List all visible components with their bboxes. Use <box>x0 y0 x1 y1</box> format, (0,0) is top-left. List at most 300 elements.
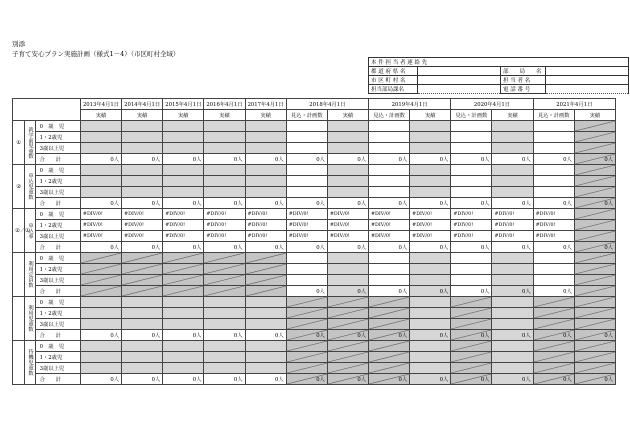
data-cell[interactable] <box>410 176 451 187</box>
data-cell[interactable] <box>122 187 163 198</box>
data-cell[interactable] <box>286 319 327 330</box>
data-cell-value[interactable]: 0人 <box>80 330 121 341</box>
data-cell[interactable] <box>163 176 204 187</box>
data-cell[interactable] <box>204 286 245 297</box>
data-cell-error[interactable]: #DIV/0! <box>533 220 574 231</box>
data-cell[interactable] <box>369 297 410 308</box>
data-cell[interactable] <box>80 308 121 319</box>
data-cell-value[interactable]: 0人 <box>369 286 410 297</box>
data-cell[interactable] <box>204 264 245 275</box>
data-cell-value[interactable]: 0人 <box>492 374 533 385</box>
data-cell[interactable] <box>369 121 410 132</box>
data-cell-value[interactable]: 0人 <box>369 154 410 165</box>
data-cell[interactable] <box>80 275 121 286</box>
data-cell[interactable] <box>451 187 492 198</box>
data-cell[interactable] <box>574 231 615 242</box>
data-cell-value[interactable]: 0人 <box>327 198 368 209</box>
data-cell[interactable] <box>204 275 245 286</box>
data-cell-value[interactable]: 0人 <box>492 330 533 341</box>
data-cell[interactable] <box>327 176 368 187</box>
data-cell[interactable] <box>122 165 163 176</box>
data-cell-value[interactable]: 0人 <box>327 330 368 341</box>
data-cell-value[interactable]: 0人 <box>80 242 121 253</box>
data-cell-value[interactable]: 0人 <box>163 374 204 385</box>
data-cell[interactable] <box>492 297 533 308</box>
data-cell-error[interactable]: #DIV/0! <box>80 209 121 220</box>
data-cell-error[interactable]: #DIV/0! <box>245 231 286 242</box>
data-cell-error[interactable]: #DIV/0! <box>451 220 492 231</box>
data-cell[interactable] <box>122 121 163 132</box>
data-cell[interactable] <box>163 286 204 297</box>
data-cell-error[interactable]: #DIV/0! <box>410 209 451 220</box>
data-cell[interactable] <box>533 352 574 363</box>
data-cell[interactable] <box>327 297 368 308</box>
data-cell[interactable] <box>574 286 615 297</box>
data-cell[interactable] <box>574 341 615 352</box>
data-cell[interactable] <box>245 143 286 154</box>
data-cell-value[interactable]: 0人 <box>492 198 533 209</box>
data-cell-value[interactable]: 0人 <box>574 374 615 385</box>
data-cell-error[interactable]: #DIV/0! <box>286 209 327 220</box>
data-cell-value[interactable]: 0人 <box>574 242 615 253</box>
data-cell-value[interactable]: 0人 <box>451 154 492 165</box>
data-cell[interactable] <box>533 253 574 264</box>
data-cell[interactable] <box>369 275 410 286</box>
data-cell[interactable] <box>369 363 410 374</box>
data-cell[interactable] <box>451 176 492 187</box>
data-cell[interactable] <box>122 275 163 286</box>
data-cell-error[interactable]: #DIV/0! <box>245 220 286 231</box>
data-cell[interactable] <box>122 286 163 297</box>
data-cell-value[interactable]: 0人 <box>286 330 327 341</box>
data-cell-error[interactable]: #DIV/0! <box>245 209 286 220</box>
data-cell[interactable] <box>80 143 121 154</box>
data-cell-error[interactable]: #DIV/0! <box>533 209 574 220</box>
data-cell-value[interactable]: 0人 <box>163 198 204 209</box>
data-cell[interactable] <box>492 132 533 143</box>
data-cell[interactable] <box>410 264 451 275</box>
data-cell[interactable] <box>492 264 533 275</box>
data-cell[interactable] <box>245 253 286 264</box>
data-cell[interactable] <box>533 341 574 352</box>
data-cell-value[interactable]: 0人 <box>122 198 163 209</box>
data-cell[interactable] <box>492 176 533 187</box>
data-cell[interactable] <box>492 363 533 374</box>
data-cell-error[interactable]: #DIV/0! <box>204 231 245 242</box>
data-cell[interactable] <box>410 253 451 264</box>
data-cell-value[interactable]: 0人 <box>533 330 574 341</box>
data-cell-value[interactable]: 0人 <box>122 154 163 165</box>
data-cell[interactable] <box>286 143 327 154</box>
data-cell[interactable] <box>327 308 368 319</box>
data-cell[interactable] <box>369 308 410 319</box>
data-cell[interactable] <box>80 253 121 264</box>
data-cell[interactable] <box>122 264 163 275</box>
data-cell-error[interactable]: #DIV/0! <box>122 220 163 231</box>
data-cell[interactable] <box>122 341 163 352</box>
data-cell[interactable] <box>533 176 574 187</box>
data-cell-value[interactable]: 0人 <box>369 374 410 385</box>
data-cell[interactable] <box>204 132 245 143</box>
data-cell[interactable] <box>122 143 163 154</box>
data-cell[interactable] <box>80 165 121 176</box>
data-cell[interactable] <box>122 132 163 143</box>
data-cell-value[interactable]: 0人 <box>492 286 533 297</box>
data-cell[interactable] <box>451 132 492 143</box>
data-cell-value[interactable]: 0人 <box>245 330 286 341</box>
data-cell-error[interactable]: #DIV/0! <box>410 231 451 242</box>
data-cell[interactable] <box>204 341 245 352</box>
data-cell[interactable] <box>245 165 286 176</box>
data-cell[interactable] <box>163 132 204 143</box>
data-cell[interactable] <box>163 363 204 374</box>
data-cell[interactable] <box>451 319 492 330</box>
data-cell-error[interactable]: #DIV/0! <box>492 209 533 220</box>
data-cell-value[interactable]: 0人 <box>286 286 327 297</box>
data-cell-error[interactable]: #DIV/0! <box>286 220 327 231</box>
data-cell[interactable] <box>451 341 492 352</box>
contact-value-person[interactable] <box>546 76 629 85</box>
data-cell[interactable] <box>410 187 451 198</box>
data-cell-value[interactable]: 0人 <box>451 242 492 253</box>
data-cell[interactable] <box>533 363 574 374</box>
data-cell-error[interactable]: #DIV/0! <box>327 231 368 242</box>
data-cell[interactable] <box>451 264 492 275</box>
data-cell[interactable] <box>204 143 245 154</box>
data-cell-error[interactable]: #DIV/0! <box>533 231 574 242</box>
data-cell[interactable] <box>204 308 245 319</box>
data-cell[interactable] <box>245 319 286 330</box>
data-cell-error[interactable]: #DIV/0! <box>327 209 368 220</box>
data-cell-value[interactable]: 0人 <box>492 154 533 165</box>
data-cell-value[interactable]: 0人 <box>204 242 245 253</box>
data-cell-value[interactable]: 0人 <box>163 330 204 341</box>
data-cell[interactable] <box>492 308 533 319</box>
data-cell[interactable] <box>122 297 163 308</box>
data-cell[interactable] <box>533 297 574 308</box>
data-cell[interactable] <box>286 297 327 308</box>
data-cell[interactable] <box>369 132 410 143</box>
data-cell[interactable] <box>533 308 574 319</box>
data-cell-value[interactable]: 0人 <box>369 330 410 341</box>
data-cell[interactable] <box>533 264 574 275</box>
data-cell-error[interactable]: #DIV/0! <box>451 209 492 220</box>
data-cell-error[interactable]: #DIV/0! <box>163 220 204 231</box>
data-cell[interactable] <box>286 132 327 143</box>
data-cell[interactable] <box>80 319 121 330</box>
data-cell-error[interactable]: #DIV/0! <box>492 220 533 231</box>
data-cell[interactable] <box>163 264 204 275</box>
contact-value-phone[interactable] <box>546 85 629 94</box>
data-cell-value[interactable]: 0人 <box>410 286 451 297</box>
data-cell[interactable] <box>80 132 121 143</box>
data-cell-value[interactable]: 0人 <box>492 242 533 253</box>
data-cell[interactable] <box>451 165 492 176</box>
data-cell[interactable] <box>122 253 163 264</box>
data-cell[interactable] <box>369 187 410 198</box>
data-cell-error[interactable]: #DIV/0! <box>122 209 163 220</box>
data-cell-value[interactable]: 0人 <box>574 198 615 209</box>
data-cell[interactable] <box>286 264 327 275</box>
data-cell-value[interactable]: 0人 <box>80 198 121 209</box>
data-cell-error[interactable]: #DIV/0! <box>204 209 245 220</box>
data-cell[interactable] <box>451 253 492 264</box>
data-cell[interactable] <box>163 165 204 176</box>
data-cell[interactable] <box>286 187 327 198</box>
data-cell[interactable] <box>574 319 615 330</box>
data-cell[interactable] <box>533 165 574 176</box>
data-cell[interactable] <box>574 352 615 363</box>
data-cell[interactable] <box>245 187 286 198</box>
data-cell[interactable] <box>163 275 204 286</box>
data-cell[interactable] <box>204 121 245 132</box>
data-cell[interactable] <box>533 143 574 154</box>
data-cell[interactable] <box>574 308 615 319</box>
data-cell[interactable] <box>492 319 533 330</box>
data-cell[interactable] <box>410 352 451 363</box>
data-cell[interactable] <box>451 297 492 308</box>
data-cell-value[interactable]: 0人 <box>369 198 410 209</box>
data-cell[interactable] <box>245 176 286 187</box>
data-cell[interactable] <box>574 121 615 132</box>
data-cell[interactable] <box>574 209 615 220</box>
contact-value-section[interactable] <box>418 85 501 94</box>
data-cell[interactable] <box>369 253 410 264</box>
data-cell-error[interactable]: #DIV/0! <box>163 209 204 220</box>
data-cell[interactable] <box>245 286 286 297</box>
data-cell-value[interactable]: 0人 <box>122 374 163 385</box>
data-cell[interactable] <box>492 253 533 264</box>
data-cell-value[interactable]: 0人 <box>574 154 615 165</box>
data-cell[interactable] <box>80 187 121 198</box>
data-cell-error[interactable]: #DIV/0! <box>369 220 410 231</box>
data-cell-value[interactable]: 0人 <box>451 330 492 341</box>
data-cell[interactable] <box>369 165 410 176</box>
data-cell[interactable] <box>80 363 121 374</box>
data-cell[interactable] <box>245 121 286 132</box>
data-cell[interactable] <box>80 286 121 297</box>
data-cell-value[interactable]: 0人 <box>286 198 327 209</box>
data-cell-value[interactable]: 0人 <box>533 198 574 209</box>
data-cell[interactable] <box>574 176 615 187</box>
data-cell[interactable] <box>122 308 163 319</box>
data-cell-value[interactable]: 0人 <box>122 330 163 341</box>
data-cell[interactable] <box>574 220 615 231</box>
data-cell[interactable] <box>369 176 410 187</box>
data-cell[interactable] <box>163 319 204 330</box>
data-cell-value[interactable]: 0人 <box>451 374 492 385</box>
data-cell[interactable] <box>369 341 410 352</box>
data-cell[interactable] <box>163 297 204 308</box>
data-cell-error[interactable]: #DIV/0! <box>286 231 327 242</box>
data-cell[interactable] <box>204 253 245 264</box>
data-cell[interactable] <box>492 352 533 363</box>
data-cell[interactable] <box>574 143 615 154</box>
data-cell[interactable] <box>574 187 615 198</box>
data-cell[interactable] <box>245 363 286 374</box>
data-cell[interactable] <box>80 264 121 275</box>
data-cell-error[interactable]: #DIV/0! <box>80 220 121 231</box>
data-cell[interactable] <box>410 341 451 352</box>
data-cell[interactable] <box>122 319 163 330</box>
data-cell[interactable] <box>286 352 327 363</box>
data-cell[interactable] <box>492 143 533 154</box>
data-cell-value[interactable]: 0人 <box>327 242 368 253</box>
data-cell[interactable] <box>245 341 286 352</box>
data-cell[interactable] <box>327 319 368 330</box>
data-cell[interactable] <box>492 341 533 352</box>
data-cell[interactable] <box>327 132 368 143</box>
data-cell[interactable] <box>286 253 327 264</box>
data-cell[interactable] <box>410 165 451 176</box>
data-cell-error[interactable]: #DIV/0! <box>369 209 410 220</box>
data-cell[interactable] <box>122 352 163 363</box>
data-cell[interactable] <box>245 132 286 143</box>
data-cell-error[interactable]: #DIV/0! <box>327 220 368 231</box>
data-cell[interactable] <box>574 297 615 308</box>
data-cell[interactable] <box>204 363 245 374</box>
data-cell-value[interactable]: 0人 <box>204 374 245 385</box>
data-cell-value[interactable]: 0人 <box>245 374 286 385</box>
data-cell[interactable] <box>286 308 327 319</box>
data-cell-value[interactable]: 0人 <box>451 286 492 297</box>
data-cell[interactable] <box>80 352 121 363</box>
data-cell[interactable] <box>163 253 204 264</box>
data-cell[interactable] <box>80 341 121 352</box>
data-cell-value[interactable]: 0人 <box>204 330 245 341</box>
data-cell[interactable] <box>286 275 327 286</box>
data-cell[interactable] <box>410 363 451 374</box>
data-cell[interactable] <box>163 341 204 352</box>
data-cell[interactable] <box>80 121 121 132</box>
data-cell[interactable] <box>327 165 368 176</box>
data-cell[interactable] <box>410 297 451 308</box>
data-cell-value[interactable]: 0人 <box>245 198 286 209</box>
data-cell[interactable] <box>410 143 451 154</box>
data-cell[interactable] <box>204 352 245 363</box>
data-cell[interactable] <box>122 176 163 187</box>
data-cell[interactable] <box>574 363 615 374</box>
data-cell[interactable] <box>451 363 492 374</box>
data-cell-error[interactable]: #DIV/0! <box>369 231 410 242</box>
data-cell[interactable] <box>492 275 533 286</box>
data-cell-error[interactable]: #DIV/0! <box>80 231 121 242</box>
data-cell[interactable] <box>369 143 410 154</box>
data-cell-value[interactable]: 0人 <box>533 242 574 253</box>
data-cell-value[interactable]: 0人 <box>245 154 286 165</box>
data-cell-error[interactable]: #DIV/0! <box>492 231 533 242</box>
data-cell-value[interactable]: 0人 <box>286 154 327 165</box>
data-cell[interactable] <box>245 275 286 286</box>
data-cell-error[interactable]: #DIV/0! <box>410 220 451 231</box>
data-cell[interactable] <box>204 165 245 176</box>
data-cell[interactable] <box>327 352 368 363</box>
data-cell-error[interactable]: #DIV/0! <box>163 231 204 242</box>
data-cell[interactable] <box>163 121 204 132</box>
data-cell-error[interactable]: #DIV/0! <box>451 231 492 242</box>
data-cell[interactable] <box>451 352 492 363</box>
data-cell-value[interactable]: 0人 <box>327 154 368 165</box>
data-cell[interactable] <box>327 187 368 198</box>
data-cell[interactable] <box>410 132 451 143</box>
data-cell[interactable] <box>492 187 533 198</box>
data-cell[interactable] <box>533 132 574 143</box>
data-cell-value[interactable]: 0人 <box>574 330 615 341</box>
data-cell[interactable] <box>533 121 574 132</box>
data-cell[interactable] <box>574 165 615 176</box>
data-cell-value[interactable]: 0人 <box>410 330 451 341</box>
data-cell-value[interactable]: 0人 <box>410 198 451 209</box>
data-cell[interactable] <box>451 308 492 319</box>
data-cell[interactable] <box>369 319 410 330</box>
data-cell[interactable] <box>80 176 121 187</box>
data-cell[interactable] <box>245 264 286 275</box>
data-cell[interactable] <box>574 264 615 275</box>
data-cell[interactable] <box>369 352 410 363</box>
data-cell[interactable] <box>533 187 574 198</box>
data-cell-value[interactable]: 0人 <box>286 242 327 253</box>
contact-value-department[interactable] <box>546 67 629 76</box>
data-cell-value[interactable]: 0人 <box>369 242 410 253</box>
data-cell-value[interactable]: 0人 <box>533 286 574 297</box>
contact-value-municipality[interactable] <box>418 76 501 85</box>
data-cell[interactable] <box>327 341 368 352</box>
data-cell[interactable] <box>492 165 533 176</box>
data-cell[interactable] <box>245 297 286 308</box>
data-cell-value[interactable]: 0人 <box>80 154 121 165</box>
data-cell[interactable] <box>245 308 286 319</box>
data-cell-error[interactable]: #DIV/0! <box>122 231 163 242</box>
data-cell[interactable] <box>451 275 492 286</box>
data-cell[interactable] <box>286 341 327 352</box>
data-cell[interactable] <box>410 319 451 330</box>
data-cell[interactable] <box>327 121 368 132</box>
data-cell[interactable] <box>163 187 204 198</box>
data-cell-value[interactable]: 0人 <box>410 242 451 253</box>
data-cell-value[interactable]: 0人 <box>533 154 574 165</box>
data-cell[interactable] <box>410 308 451 319</box>
data-cell[interactable] <box>286 176 327 187</box>
data-cell[interactable] <box>327 253 368 264</box>
data-cell[interactable] <box>163 143 204 154</box>
data-cell[interactable] <box>286 363 327 374</box>
data-cell-value[interactable]: 0人 <box>451 198 492 209</box>
data-cell[interactable] <box>327 363 368 374</box>
data-cell-value[interactable]: 0人 <box>533 374 574 385</box>
data-cell-error[interactable]: #DIV/0! <box>204 220 245 231</box>
data-cell[interactable] <box>492 121 533 132</box>
data-cell[interactable] <box>369 264 410 275</box>
data-cell-value[interactable]: 0人 <box>122 242 163 253</box>
data-cell-value[interactable]: 0人 <box>163 242 204 253</box>
data-cell[interactable] <box>574 253 615 264</box>
data-cell-value[interactable]: 0人 <box>163 154 204 165</box>
data-cell[interactable] <box>574 275 615 286</box>
data-cell[interactable] <box>533 275 574 286</box>
data-cell-value[interactable]: 0人 <box>327 286 368 297</box>
data-cell-value[interactable]: 0人 <box>204 154 245 165</box>
data-cell-value[interactable]: 0人 <box>80 374 121 385</box>
data-cell[interactable] <box>327 143 368 154</box>
data-cell[interactable] <box>204 319 245 330</box>
data-cell-value[interactable]: 0人 <box>204 198 245 209</box>
data-cell[interactable] <box>574 132 615 143</box>
contact-value-prefecture[interactable] <box>418 67 501 76</box>
data-cell[interactable] <box>286 165 327 176</box>
data-cell[interactable] <box>327 275 368 286</box>
data-cell[interactable] <box>286 121 327 132</box>
data-cell[interactable] <box>410 121 451 132</box>
